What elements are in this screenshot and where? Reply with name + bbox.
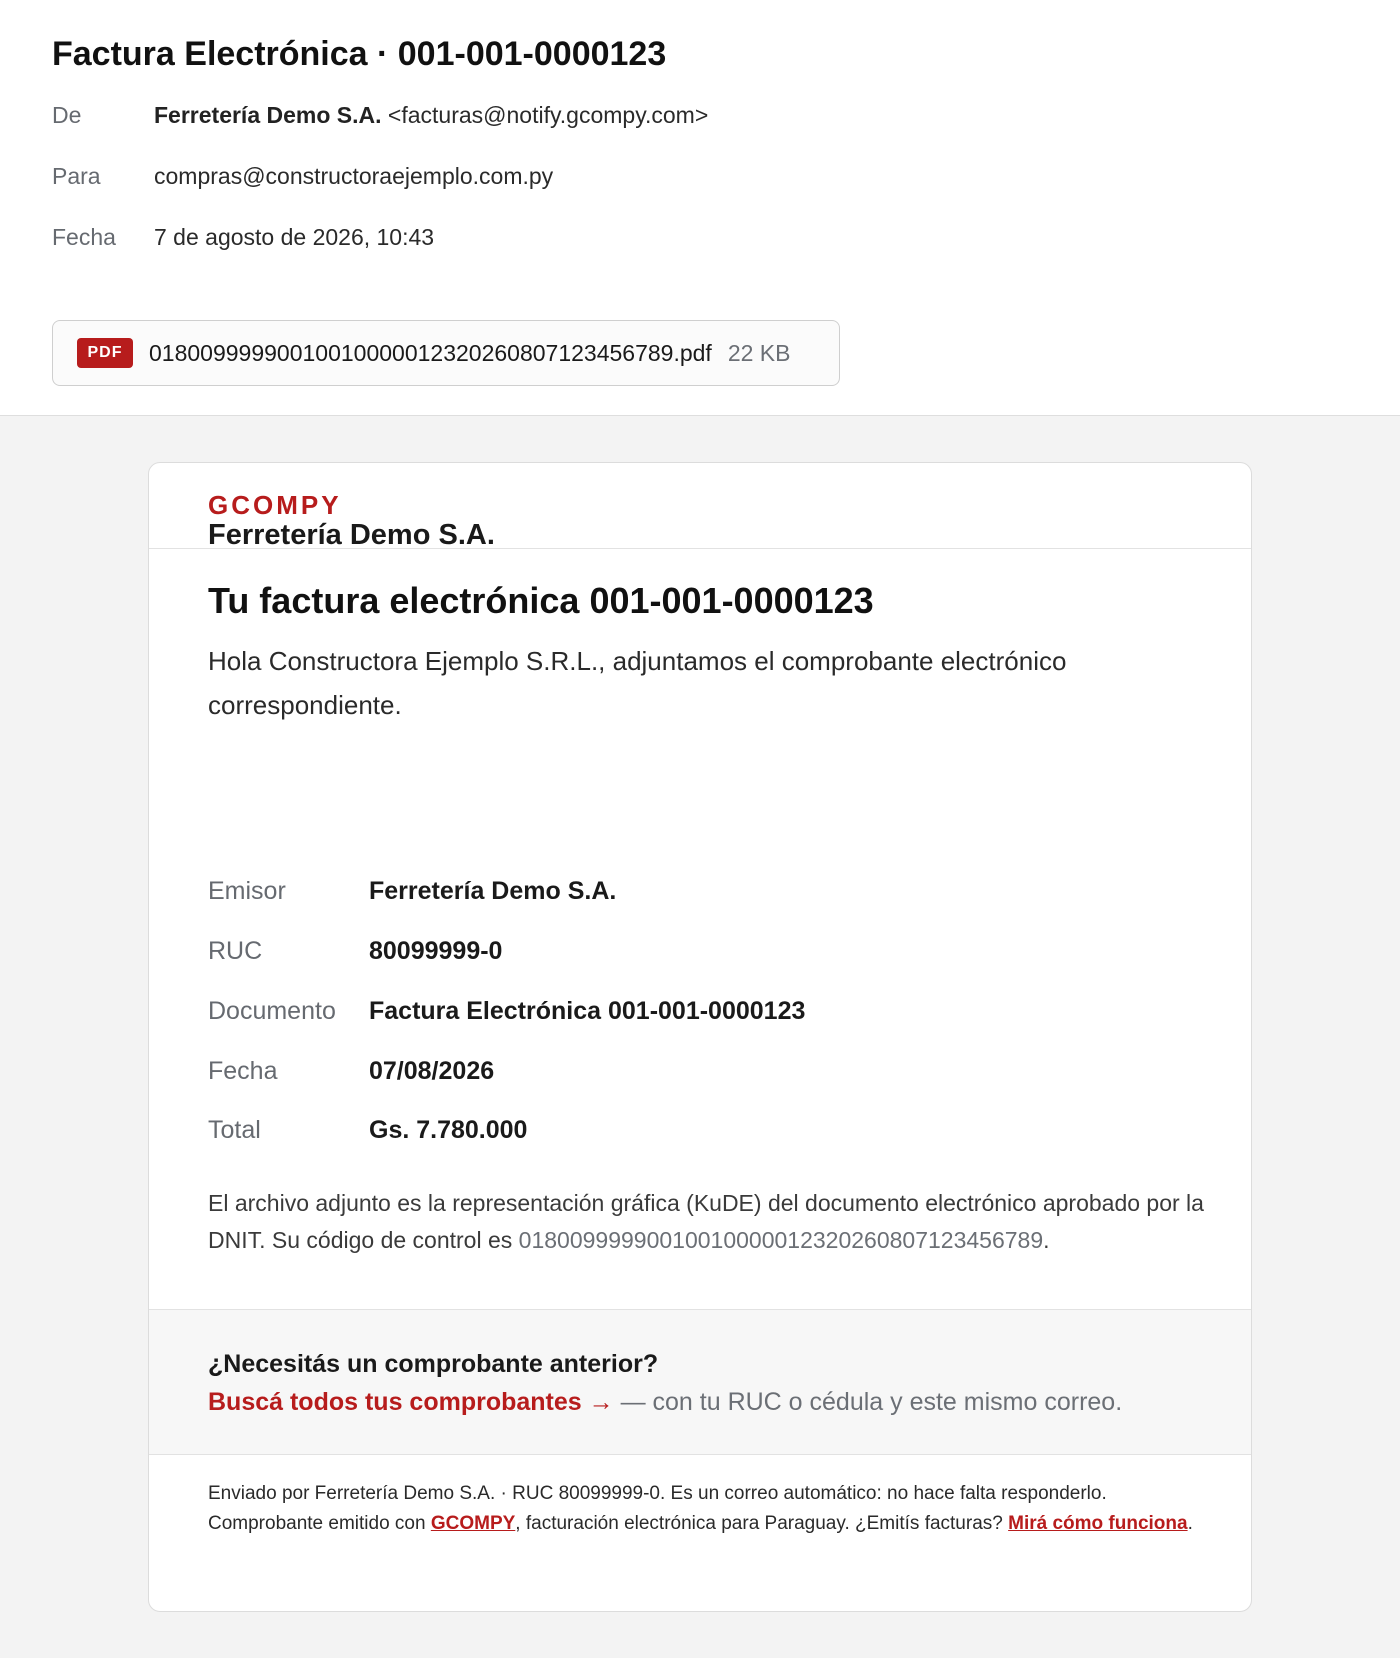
detail-value: 07/08/2026 bbox=[369, 1057, 495, 1085]
detail-row bbox=[208, 1116, 527, 1145]
from-row bbox=[52, 100, 708, 130]
date-label: Fecha bbox=[52, 224, 116, 250]
cta-question: ¿Necesitás un comprobante anterior? bbox=[208, 1350, 659, 1378]
footer-middle: , facturación electrónica para Paraguay. ¿Emitís facturas? bbox=[515, 1513, 1009, 1534]
how-it-works-link[interactable]: Mirá cómo funciona bbox=[1008, 1513, 1188, 1534]
note-text: El archivo adjunto es la representación gráfica (KuDE) del documento electrónico aprobado por la DNIT. Su código de control es bbox=[208, 1190, 1204, 1253]
detail-label: Emisor bbox=[208, 877, 286, 905]
detail-label: Fecha bbox=[208, 1057, 278, 1085]
from-value bbox=[154, 100, 708, 130]
detail-row bbox=[208, 937, 502, 966]
kude-note bbox=[208, 1185, 1208, 1259]
brand-logo: GCOMPY bbox=[208, 490, 342, 520]
footer bbox=[208, 1479, 1208, 1539]
detail-label: Documento bbox=[208, 997, 336, 1025]
cta-suffix: — con tu RUC o cédula y este mismo correo. bbox=[613, 1388, 1123, 1416]
detail-label: Total bbox=[208, 1116, 261, 1144]
to-row bbox=[52, 161, 553, 191]
attachment-filename: 01800999990010010000012320260807123456789.pdf bbox=[149, 339, 712, 366]
from-address: <facturas@notify.gcompy.com> bbox=[387, 102, 709, 128]
from-label: De bbox=[52, 102, 82, 128]
search-receipts-link[interactable]: Buscá todos tus comprobantes → bbox=[208, 1388, 614, 1416]
pdf-icon: PDF bbox=[77, 338, 133, 368]
from-name: Ferretería Demo S.A. bbox=[154, 102, 382, 128]
detail-value: Ferretería Demo S.A. bbox=[369, 877, 617, 905]
footer-prefix: Comprobante emitido con bbox=[208, 1513, 431, 1534]
company-name: Ferretería Demo S.A. bbox=[208, 519, 495, 551]
intro-text: Hola Constructora Ejemplo S.R.L., adjuntamos el comprobante electrónico correspondiente. bbox=[208, 646, 1067, 720]
attachment-chip[interactable] bbox=[52, 320, 840, 386]
invoice-title: Tu factura electrónica 001-001-0000123 bbox=[208, 580, 874, 621]
footer-line1: Enviado por Ferretería Demo S.A. · RUC 80099999-0. Es un correo automático: no hace falta responderlo. bbox=[208, 1483, 1107, 1504]
control-code: 01800999990010010000012320260807123456789 bbox=[518, 1227, 1044, 1253]
email-header bbox=[0, 0, 1400, 416]
gcompy-link[interactable]: GCOMPY bbox=[430, 1513, 516, 1534]
email-body-card bbox=[148, 462, 1252, 1612]
footer-end: . bbox=[1187, 1513, 1193, 1534]
detail-row bbox=[208, 877, 616, 906]
cta-line bbox=[208, 1382, 1192, 1422]
detail-row bbox=[208, 1057, 494, 1086]
detail-label: RUC bbox=[208, 937, 263, 965]
detail-value: 80099999-0 bbox=[369, 937, 503, 965]
email-subject: Factura Electrónica · 001-001-0000123 bbox=[52, 35, 667, 73]
to-label: Para bbox=[52, 163, 101, 189]
detail-value: Factura Electrónica 001-001-0000123 bbox=[369, 997, 806, 1025]
to-address: compras@constructoraejemplo.com.py bbox=[154, 163, 554, 189]
attachment-size: 22 KB bbox=[727, 339, 791, 366]
note-end: . bbox=[1043, 1227, 1050, 1253]
date-value: 7 de agosto de 2026, 10:43 bbox=[154, 224, 435, 250]
detail-row bbox=[208, 997, 805, 1026]
cta-section bbox=[149, 1309, 1251, 1455]
detail-value: Gs. 7.780.000 bbox=[369, 1116, 528, 1144]
date-row bbox=[52, 222, 434, 252]
